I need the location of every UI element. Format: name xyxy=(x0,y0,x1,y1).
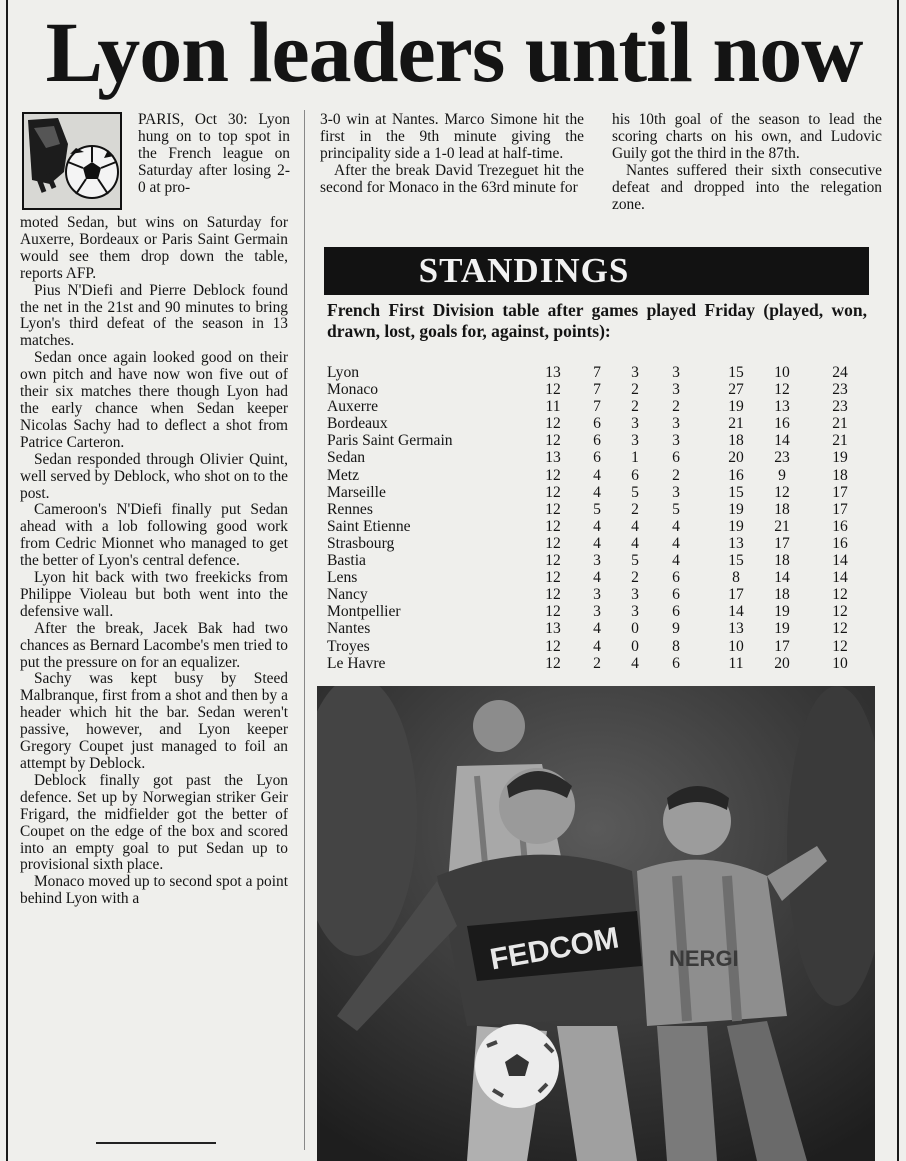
standings-cell-a: 18 xyxy=(774,552,790,570)
standings-cell-f: 19 xyxy=(728,517,744,535)
standings-cell-pts: 23 xyxy=(832,381,848,399)
standings-cell-d: 5 xyxy=(631,552,639,570)
standings-cell-p: 12 xyxy=(545,603,561,621)
standings-intro: French First Division table after games played Friday (played, won, drawn, lost, goals for, against, points): xyxy=(327,300,867,341)
standings-cell-team: Marseille xyxy=(327,483,386,501)
standings-cell-w: 7 xyxy=(593,381,601,399)
standings-cell-a: 9 xyxy=(778,466,786,484)
standings-cell-d: 6 xyxy=(631,466,639,484)
standings-cell-team: Sedan xyxy=(327,449,366,467)
standings-cell-f: 18 xyxy=(728,432,744,450)
standings-row xyxy=(327,432,872,449)
standings-cell-a: 21 xyxy=(774,517,790,535)
standings-cell-w: 6 xyxy=(593,415,601,433)
standings-cell-p: 12 xyxy=(545,552,561,570)
article-paragraph: his 10th goal of the season to lead the scoring charts on his own, and Ludovic Guily got the third in the 87th. xyxy=(612,111,882,162)
standings-cell-w: 7 xyxy=(593,398,601,416)
standings-cell-p: 12 xyxy=(545,569,561,587)
standings-cell-team: Nantes xyxy=(327,620,371,638)
article-paragraph: Nantes suffered their sixth consecutive defeat and dropped into the relegation zone. xyxy=(612,161,882,213)
standings-cell-p: 12 xyxy=(545,517,561,535)
standings-cell-a: 16 xyxy=(774,415,790,433)
standings-cell-f: 21 xyxy=(728,415,744,433)
jersey-sponsor-right: NERGI xyxy=(669,946,739,971)
standings-cell-d: 3 xyxy=(631,415,639,433)
standings-row xyxy=(327,364,872,381)
standings-cell-d: 3 xyxy=(631,432,639,450)
standings-cell-team: Rennes xyxy=(327,500,373,518)
standings-cell-f: 15 xyxy=(728,483,744,501)
standings-cell-p: 13 xyxy=(545,620,561,638)
article-paragraph: moted Sedan, but wins on Saturday for Auxerre, Bordeaux or Paris Saint Germain would see them drop down the table, reports AFP. xyxy=(20,214,288,282)
standings-cell-l: 2 xyxy=(672,466,680,484)
standings-cell-d: 1 xyxy=(631,449,639,467)
standings-cell-p: 12 xyxy=(545,432,561,450)
standings-row xyxy=(327,449,872,466)
standings-cell-pts: 12 xyxy=(832,586,848,604)
standings-cell-l: 2 xyxy=(672,398,680,416)
standings-row xyxy=(327,381,872,398)
standings-cell-a: 17 xyxy=(774,637,790,655)
standings-cell-d: 2 xyxy=(631,381,639,399)
standings-cell-a: 12 xyxy=(774,381,790,399)
standings-cell-team: Bastia xyxy=(327,552,366,570)
standings-cell-team: Troyes xyxy=(327,637,370,655)
standings-cell-p: 12 xyxy=(545,586,561,604)
column-end-rule xyxy=(96,1142,216,1144)
article-paragraph: Sedan once again looked good on their own pitch and have now won five out of their six matches there though Lyon had the early chance when Sedan keeper Nicolas Sachy had to deflect a shot from Patrice Carteron. xyxy=(20,349,288,451)
standings-cell-l: 3 xyxy=(672,483,680,501)
standings-cell-w: 5 xyxy=(593,500,601,518)
standings-cell-a: 14 xyxy=(774,432,790,450)
column-divider xyxy=(304,110,305,1150)
standings-cell-a: 18 xyxy=(774,586,790,604)
standings-cell-l: 6 xyxy=(672,449,680,467)
standings-cell-a: 19 xyxy=(774,620,790,638)
standings-cell-p: 12 xyxy=(545,466,561,484)
standings-cell-p: 12 xyxy=(545,483,561,501)
article-paragraph: Sachy was kept busy by Steed Malbranque, first from a shot and then by a header which hit the bar. Sedan weren't passive, however, and Lyon keeper Gregory Coupet just managed to foil an attempt by Deblock. xyxy=(20,670,288,772)
standings-cell-p: 12 xyxy=(545,534,561,552)
standings-cell-p: 11 xyxy=(545,398,561,416)
standings-row xyxy=(327,467,872,484)
standings-cell-f: 19 xyxy=(728,398,744,416)
standings-cell-f: 13 xyxy=(728,620,744,638)
standings-cell-pts: 23 xyxy=(832,398,848,416)
standings-cell-l: 4 xyxy=(672,552,680,570)
standings-cell-team: Lyon xyxy=(327,364,360,381)
standings-row xyxy=(327,415,872,432)
standings-cell-l: 6 xyxy=(672,654,680,672)
standings-cell-l: 4 xyxy=(672,534,680,552)
standings-cell-d: 0 xyxy=(631,620,639,638)
standings-row xyxy=(327,484,872,501)
article-paragraph: After the break David Trezeguet hit the second for Monaco in the 63rd minute for xyxy=(320,161,584,196)
standings-cell-a: 14 xyxy=(774,569,790,587)
standings-cell-pts: 19 xyxy=(832,449,848,467)
standings-cell-f: 15 xyxy=(728,364,744,381)
page-border-right xyxy=(897,0,899,1161)
standings-row xyxy=(327,603,872,620)
standings-cell-l: 4 xyxy=(672,517,680,535)
standings-cell-p: 13 xyxy=(545,364,561,381)
standings-cell-team: Le Havre xyxy=(327,654,386,672)
article-paragraph: After the break, Jacek Bak had two chances as Bernard Lacombe's men tried to put the pressure on for an equalizer. xyxy=(20,619,288,671)
standings-cell-a: 19 xyxy=(774,603,790,621)
standings-cell-l: 3 xyxy=(672,432,680,450)
standings-cell-l: 3 xyxy=(672,364,680,381)
standings-cell-a: 13 xyxy=(774,398,790,416)
standings-cell-d: 2 xyxy=(631,398,639,416)
standings-cell-d: 3 xyxy=(631,603,639,621)
standings-row xyxy=(327,620,872,637)
standings-cell-f: 14 xyxy=(728,603,744,621)
standings-cell-p: 12 xyxy=(545,637,561,655)
standings-cell-d: 5 xyxy=(631,483,639,501)
standings-cell-pts: 24 xyxy=(832,364,848,381)
standings-cell-f: 17 xyxy=(728,586,744,604)
standings-cell-w: 4 xyxy=(593,637,601,655)
standings-cell-f: 16 xyxy=(728,466,744,484)
standings-cell-f: 27 xyxy=(728,381,744,399)
standings-cell-f: 11 xyxy=(728,654,744,672)
standings-cell-w: 4 xyxy=(593,534,601,552)
standings-cell-team: Paris Saint Germain xyxy=(327,432,453,450)
standings-cell-d: 4 xyxy=(631,534,639,552)
standings-cell-team: Metz xyxy=(327,466,360,484)
standings-cell-l: 3 xyxy=(672,415,680,433)
standings-cell-d: 0 xyxy=(631,637,639,655)
standings-cell-pts: 12 xyxy=(832,637,848,655)
standings-cell-p: 12 xyxy=(545,415,561,433)
standings-banner xyxy=(324,247,869,295)
standings-cell-l: 6 xyxy=(672,586,680,604)
standings-cell-pts: 14 xyxy=(832,569,848,587)
standings-title: STANDINGS xyxy=(418,251,630,290)
standings-cell-l: 5 xyxy=(672,500,680,518)
standings-cell-w: 4 xyxy=(593,466,601,484)
standings-cell-f: 15 xyxy=(728,552,744,570)
article-paragraph: Monaco moved up to second spot a point behind Lyon with a xyxy=(20,873,288,908)
standings-cell-w: 6 xyxy=(593,449,601,467)
standings-cell-f: 19 xyxy=(728,500,744,518)
standings-row xyxy=(327,638,872,655)
headline: Lyon leaders until now xyxy=(45,4,863,100)
standings-cell-a: 10 xyxy=(774,364,790,381)
standings-cell-l: 9 xyxy=(672,620,680,638)
standings-cell-l: 6 xyxy=(672,603,680,621)
standings-cell-w: 4 xyxy=(593,620,601,638)
standings-cell-w: 3 xyxy=(593,586,601,604)
standings-cell-f: 13 xyxy=(728,534,744,552)
standings-cell-d: 2 xyxy=(631,569,639,587)
page-border-left xyxy=(6,0,8,1161)
standings-cell-team: Montpellier xyxy=(327,603,401,621)
standings-cell-f: 10 xyxy=(728,637,744,655)
standings-cell-w: 6 xyxy=(593,432,601,450)
standings-cell-d: 4 xyxy=(631,517,639,535)
standings-row xyxy=(327,501,872,518)
standings-cell-d: 3 xyxy=(631,364,639,381)
standings-row xyxy=(327,518,872,535)
standings-cell-l: 3 xyxy=(672,381,680,399)
standings-row xyxy=(327,586,872,603)
standings-cell-d: 3 xyxy=(631,586,639,604)
article-column-3 xyxy=(612,112,882,213)
standings-cell-team: Nancy xyxy=(327,586,368,604)
article-paragraph: Pius N'Diefi and Pierre Deblock found the net in the 21st and 90 minutes to bring Lyon's third defeat of the season in 13 matches. xyxy=(20,281,288,350)
article-column-2 xyxy=(320,112,584,197)
standings-row xyxy=(327,655,872,672)
standings-cell-pts: 21 xyxy=(832,415,848,433)
standings-cell-l: 8 xyxy=(672,637,680,655)
standings-cell-team: Monaco xyxy=(327,381,379,399)
standings-cell-pts: 12 xyxy=(832,603,848,621)
standings-row xyxy=(327,535,872,552)
standings-cell-w: 3 xyxy=(593,552,601,570)
standings-cell-pts: 16 xyxy=(832,517,848,535)
standings-cell-a: 17 xyxy=(774,534,790,552)
standings-cell-team: Strasbourg xyxy=(327,534,395,552)
standings-cell-p: 12 xyxy=(545,381,561,399)
standings-cell-pts: 14 xyxy=(832,552,848,570)
article-paragraph: Sedan responded through Olivier Quint, well served by Deblock, who shot on to the post. xyxy=(20,450,288,502)
standings-row xyxy=(327,398,872,415)
standings-cell-team: Auxerre xyxy=(327,398,379,416)
standings-cell-pts: 17 xyxy=(832,500,848,518)
article-paragraph: Cameroon's N'Diefi finally put Sedan ahead with a lob following good work from Cedric Mionnet who managed to get the better of Lyon's central defence. xyxy=(20,501,288,570)
article-paragraph: Deblock finally got past the Lyon defence. Set up by Norwegian striker Geir Frigard, the midfielder got the better of Coupet on the edge of the box and scored into an empty goal to put Sedan up to provisional sixth place. xyxy=(20,771,288,874)
standings-cell-p: 12 xyxy=(545,654,561,672)
standings-cell-p: 12 xyxy=(545,500,561,518)
standings-cell-a: 20 xyxy=(774,654,790,672)
standings-cell-w: 2 xyxy=(593,654,601,672)
standings-cell-w: 7 xyxy=(593,364,601,381)
jersey-sponsor-left: FEDCOM xyxy=(487,921,622,977)
standings-cell-f: 8 xyxy=(732,569,740,587)
article-column-1-top xyxy=(138,112,290,197)
standings-cell-f: 20 xyxy=(728,449,744,467)
standings-cell-w: 4 xyxy=(593,517,601,535)
standings-cell-l: 6 xyxy=(672,569,680,587)
match-photo xyxy=(317,686,875,1161)
standings-row xyxy=(327,569,872,586)
article-column-1 xyxy=(20,215,288,908)
standings-cell-pts: 12 xyxy=(832,620,848,638)
standings-cell-pts: 18 xyxy=(832,466,848,484)
standings-cell-d: 2 xyxy=(631,500,639,518)
football-boot-icon xyxy=(22,112,122,210)
standings-cell-w: 4 xyxy=(593,483,601,501)
article-paragraph: Lyon hit back with two freekicks from Philippe Violeau but both went into the defensive wall. xyxy=(20,569,288,620)
standings-row xyxy=(327,552,872,569)
standings-cell-a: 23 xyxy=(774,449,790,467)
standings-cell-a: 12 xyxy=(774,483,790,501)
standings-cell-team: Bordeaux xyxy=(327,415,388,433)
standings-cell-w: 3 xyxy=(593,603,601,621)
standings-cell-pts: 21 xyxy=(832,432,848,450)
standings-cell-p: 13 xyxy=(545,449,561,467)
standings-cell-d: 4 xyxy=(631,654,639,672)
standings-table xyxy=(327,364,872,672)
article-paragraph: PARIS, Oct 30: Lyon hung on to top spot in the French league on Saturday after losing 2-0 at pro- xyxy=(138,111,290,196)
standings-cell-pts: 10 xyxy=(832,654,848,672)
standings-cell-pts: 16 xyxy=(832,534,848,552)
standings-cell-team: Saint Etienne xyxy=(327,517,411,535)
standings-cell-a: 18 xyxy=(774,500,790,518)
article-paragraph: 3-0 win at Nantes. Marco Simone hit the first in the 9th minute giving the principality side a 1-0 lead at half-time. xyxy=(320,111,584,162)
standings-cell-pts: 17 xyxy=(832,483,848,501)
standings-cell-team: Lens xyxy=(327,569,358,587)
standings-cell-w: 4 xyxy=(593,569,601,587)
